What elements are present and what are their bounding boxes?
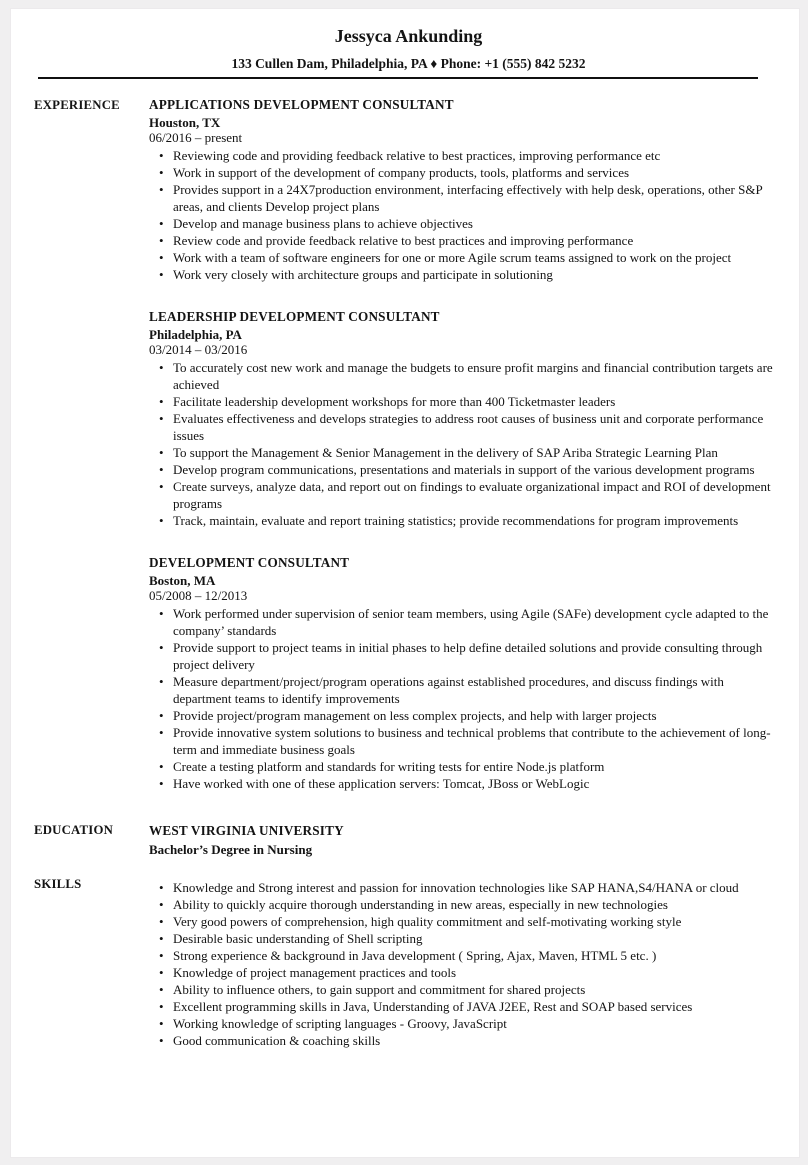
job-title: DEVELOPMENT CONSULTANT <box>149 555 350 570</box>
resume-content <box>11 9 799 1049</box>
school-name: WEST VIRGINIA UNIVERSITY <box>149 823 344 838</box>
skills-content <box>149 877 783 1049</box>
bullet-item: • Develop and manage business plans to achieve objectives <box>149 215 782 232</box>
job-title: APPLICATIONS DEVELOPMENT CONSULTANT <box>149 97 454 112</box>
skill-item: • Excellent programming skills in Java, Understanding of JAVA J2EE, Rest and SOAP based services <box>149 998 782 1015</box>
bullet-item: • Reviewing code and providing feedback relative to best practices, improving performance etc <box>149 147 782 164</box>
job-bullet-list <box>149 147 782 283</box>
job-entry-3 <box>149 556 783 792</box>
bullet-item: • Create a testing platform and standards for writing tests for entire Node.js platform <box>149 758 782 775</box>
bullet-item: • Evaluates effectiveness and develops strategies to address root causes of business unit and corporate performance issues <box>149 410 782 444</box>
skill-item: • Ability to influence others, to gain support and commitment for shared projects <box>149 981 782 998</box>
person-name: Jessyca Ankunding <box>334 26 483 46</box>
bullet-item: • Work very closely with architecture groups and participate in solutioning <box>149 266 782 283</box>
skill-item: • Desirable basic understanding of Shell scripting <box>149 930 782 947</box>
job-entry-2 <box>149 310 783 529</box>
skill-item: • Very good powers of comprehension, high quality commitment and self-motivating working style <box>149 913 782 930</box>
skills-list <box>149 879 782 1049</box>
resume-page <box>10 8 800 1158</box>
job-bullet-list <box>149 605 782 792</box>
job-location: Philadelphia, PA <box>149 327 242 342</box>
job-location: Boston, MA <box>149 573 216 588</box>
bullet-item: • To support the Management & Senior Management in the delivery of SAP Ariba Strategic Learning Plan <box>149 444 782 461</box>
job-dates: 05/2008 – 12/2013 <box>149 588 248 603</box>
bullet-item: • Work in support of the development of company products, tools, platforms and services <box>149 164 782 181</box>
skill-item: • Good communication & coaching skills <box>149 1032 782 1049</box>
bullet-item: • Create surveys, analyze data, and report out on findings to evaluate organizational impact and ROI of development programs <box>149 478 782 512</box>
education-section <box>34 823 783 857</box>
contact-line: 133 Cullen Dam, Philadelphia, PA ♦ Phone: +1 (555) 842 5232 <box>231 56 586 71</box>
experience-content <box>149 98 783 792</box>
skill-item: • Working knowledge of scripting languages - Groovy, JavaScript <box>149 1015 782 1032</box>
bullet-item: • Measure department/project/program operations against established procedures, and discuss findings with department teams to identify improvements <box>149 673 782 707</box>
job-dates: 03/2014 – 03/2016 <box>149 342 248 357</box>
job-title: LEADERSHIP DEVELOPMENT CONSULTANT <box>149 309 440 324</box>
bullet-item: • Have worked with one of these application servers: Tomcat, JBoss or WebLogic <box>149 775 782 792</box>
job-location: Houston, TX <box>149 115 221 130</box>
skill-item: • Knowledge of project management practices and tools <box>149 964 782 981</box>
skills-section <box>34 877 783 1049</box>
section-label-skills: SKILLS <box>34 877 82 891</box>
job-bullet-list <box>149 359 782 529</box>
job-dates: 06/2016 – present <box>149 130 243 145</box>
bullet-item: • Work performed under supervision of senior team members, using Agile (SAFe) development cycle adapted to the company’ standards <box>149 605 782 639</box>
bullet-item: • Provide innovative system solutions to business and technical problems that contribute to the achievement of long-term and immediate business goals <box>149 724 782 758</box>
bullet-item: • To accurately cost new work and manage the budgets to ensure profit margins and financial contribution targets are achieved <box>149 359 782 393</box>
resume-header <box>34 26 783 79</box>
education-content <box>149 823 783 857</box>
job-entry-1 <box>149 98 783 283</box>
bullet-item: • Provide support to project teams in initial phases to help define detailed solutions and provide consulting through project delivery <box>149 639 782 673</box>
skill-item: • Knowledge and Strong interest and passion for innovation technologies like SAP HANA,S4/HANA or cloud <box>149 879 782 896</box>
bullet-item: • Review code and provide feedback relative to best practices and improving performance <box>149 232 782 249</box>
bullet-item: • Develop program communications, presentations and materials in support of the various development programs <box>149 461 782 478</box>
bullet-item: • Provide project/program management on less complex projects, and help with larger projects <box>149 707 782 724</box>
bullet-item: • Track, maintain, evaluate and report training statistics; provide recommendations for program improvements <box>149 512 782 529</box>
bullet-item: • Work with a team of software engineers for one or more Agile scrum teams assigned to work on the project <box>149 249 782 266</box>
degree: Bachelor’s Degree in Nursing <box>149 842 313 857</box>
header-rule <box>38 77 758 79</box>
section-label-experience: EXPERIENCE <box>34 98 120 112</box>
bullet-item: • Facilitate leadership development workshops for more than 400 Ticketmaster leaders <box>149 393 782 410</box>
bullet-item: • Provides support in a 24X7production environment, interfacing effectively with help desk, operations, other S&P areas, and clients Develop project plans <box>149 181 782 215</box>
skill-item: • Ability to quickly acquire thorough understanding in new areas, especially in new technologies <box>149 896 782 913</box>
experience-section <box>34 98 783 792</box>
section-label-education: EDUCATION <box>34 823 114 837</box>
skill-item: • Strong experience & background in Java development ( Spring, Ajax, Maven, HTML 5 etc. ) <box>149 947 782 964</box>
